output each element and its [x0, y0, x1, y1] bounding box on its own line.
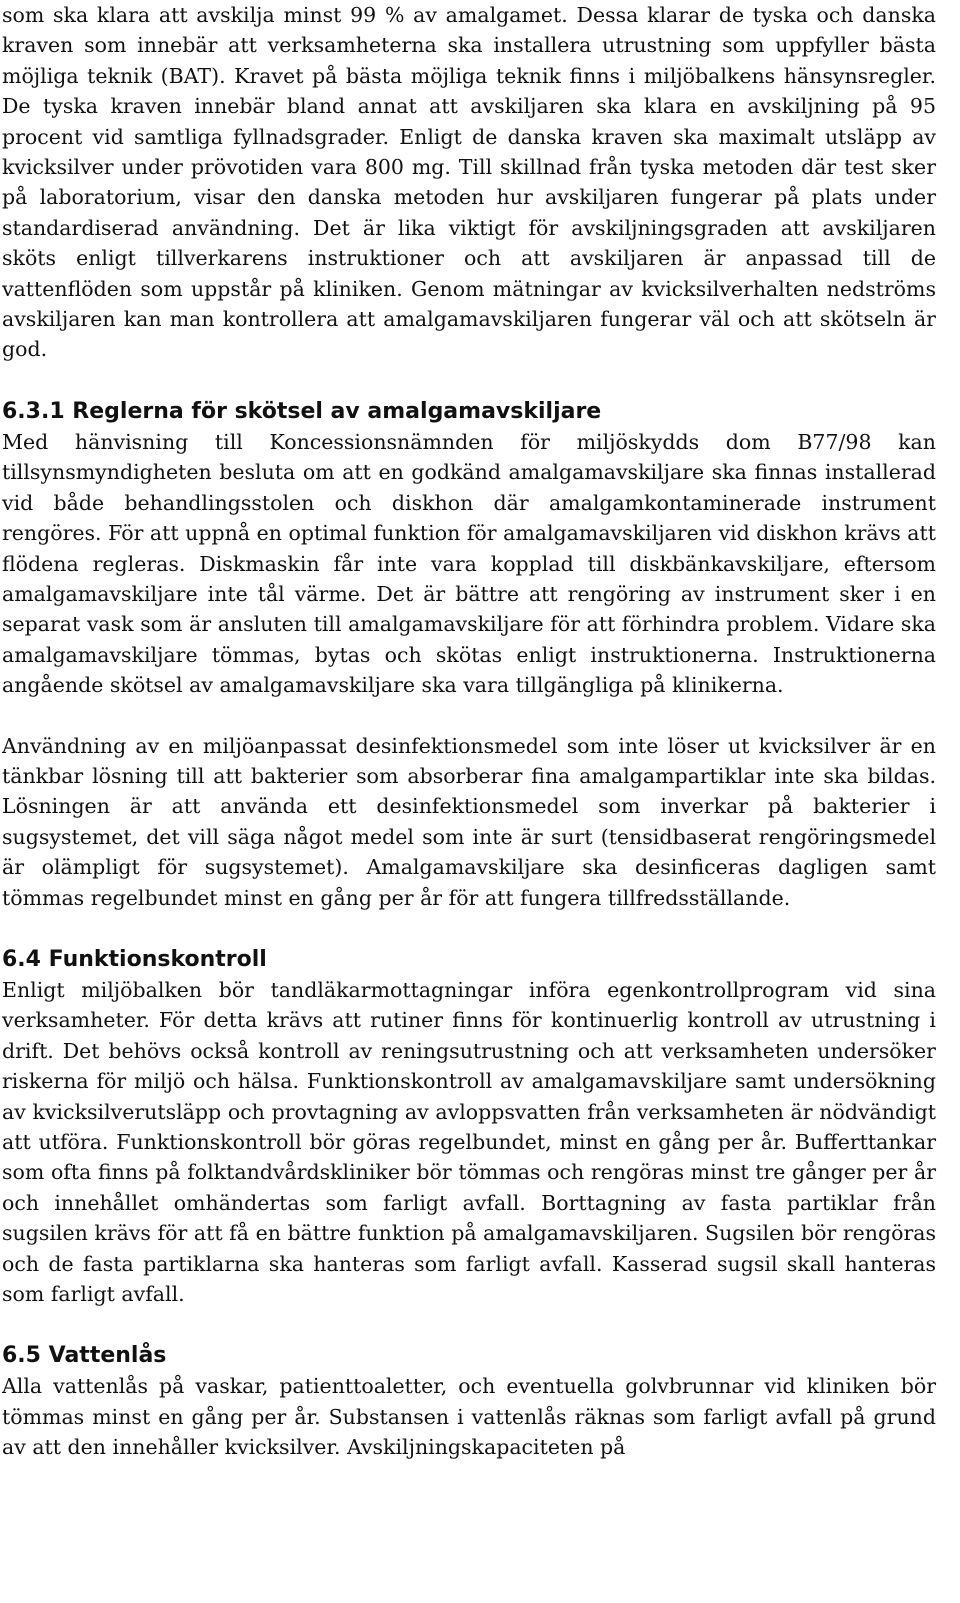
section-6-5-heading: 6.5 Vattenlås — [2, 1343, 167, 1369]
section-6-5-paragraph-1: Alla vattenlås på vaskar, patienttoaletter, och eventuella golvbrunnar vid kliniken bör tömmas minst en gång per år. Substansen i vattenlås räknas som farligt avfall på grund av att den innehåller kvicksilver. Avskiljningskapaciteten på — [2, 1374, 936, 1460]
section-6-3-1-paragraph-2: Användning av en miljöanpassat desinfektionsmedel som inte löser ut kvicksilver är en tänkbar lösning till att bakterier som absorberar fina amalgampartiklar inte ska bildas. Lösningen är att använda ett desinfektionsmedel som inverkar på bakterier i sugsystemet, det vill säga något medel som inte är surt (tensidbaserat rengöringsmedel är olämpligt för sugsystemet). Amalgamavskiljare ska desinficeras dagligen samt tömmas regelbundet minst en gång per år för att fungera tillfredsställande. — [2, 733, 936, 910]
section-6-4-paragraph-1: Enligt miljöbalken bör tandläkarmottagningar införa egenkontrollprogram vid sina verksamheter. För detta krävs att rutiner finns för kontinuerlig kontroll av utrustning i drift. Det behövs också kontroll av reningsutrustning och att verksamheten undersöker riskerna för miljö och hälsa. Funktionskontroll av amalgamavskiljare samt undersökning av kvicksilverutsläpp och provtagning av avloppsvatten från verksamheten är nödvändigt att utföra. Funktionskontroll bör göras regelbundet, minst en gång per år. Bufferttankar som ofta finns på folktandvårdskliniker bör tömmas och rengöras minst tre gånger per år och innehållet omhändertas som farligt avfall. Borttagning av fasta partiklar från sugsilen krävs för att få en bättre funktion på amalgamavskiljaren. Sugsilen bör rengöras och de fasta partiklarna ska hanteras som farligt avfall. Kasserad sugsil skall hanteras som farligt avfall. — [2, 977, 936, 1307]
document-page — [2, 0, 936, 1463]
section-6-3-1-heading: 6.3.1 Reglerna för skötsel av amalgamavskiljare — [2, 398, 602, 424]
section-6-4-heading: 6.4 Funktionskontroll — [2, 946, 267, 972]
section-6-3-1-paragraph-1: Med hänvisning till Koncessionsnämnden för miljöskydds dom B77/98 kan tillsynsmyndigheten besluta om att en godkänd amalgamavskiljare ska finnas installerad vid både behandlingsstolen och diskhon där amalgamkontaminerade instrument rengöres. För att uppnå en optimal funktion för amalgamavskiljaren vid diskhon krävs att flödena regleras. Diskmaskin får inte vara kopplad till diskbänkavskiljare, eftersom amalgamavskiljare inte tål värme. Det är bättre att rengöring av instrument sker i en separat vask som är ansluten till amalgamavskiljare för att förhindra problem. Vidare ska amalgamavskiljare tömmas, bytas och skötas enligt instruktionerna. Instruktionerna angående skötsel av amalgamavskiljare ska vara tillgängliga på klinikerna. — [2, 429, 936, 698]
intro-paragraph: som ska klara att avskilja minst 99 % av amalgamet. Dessa klarar de tyska och danska kraven som innebär att verksamheterna ska installera utrustning som uppfyller bästa möjliga teknik (BAT). Kravet på bästa möjliga teknik finns i miljöbalkens hänsynsregler. De tyska kraven innebär bland annat att avskiljaren ska klara en avskiljning på 95 procent vid samtliga fyllnadsgrader. Enligt de danska kraven ska maximalt utsläpp av kvicksilver under prövotiden vara 800 mg. Till skillnad från tyska metoden där test sker på laboratorium, visar den danska metoden hur avskiljaren fungerar på plats under standardiserad användning. Det är lika viktigt för avskiljningsgraden att avskiljaren sköts enligt tillverkarens instruktioner och att avskiljaren är anpassad till de vattenflöden som uppstår på kliniken. Genom mätningar av kvicksilverhalten nedströms avskiljaren kan man kontrollera att amalgamavskiljaren fungerar väl och att skötseln är god. — [2, 3, 936, 362]
